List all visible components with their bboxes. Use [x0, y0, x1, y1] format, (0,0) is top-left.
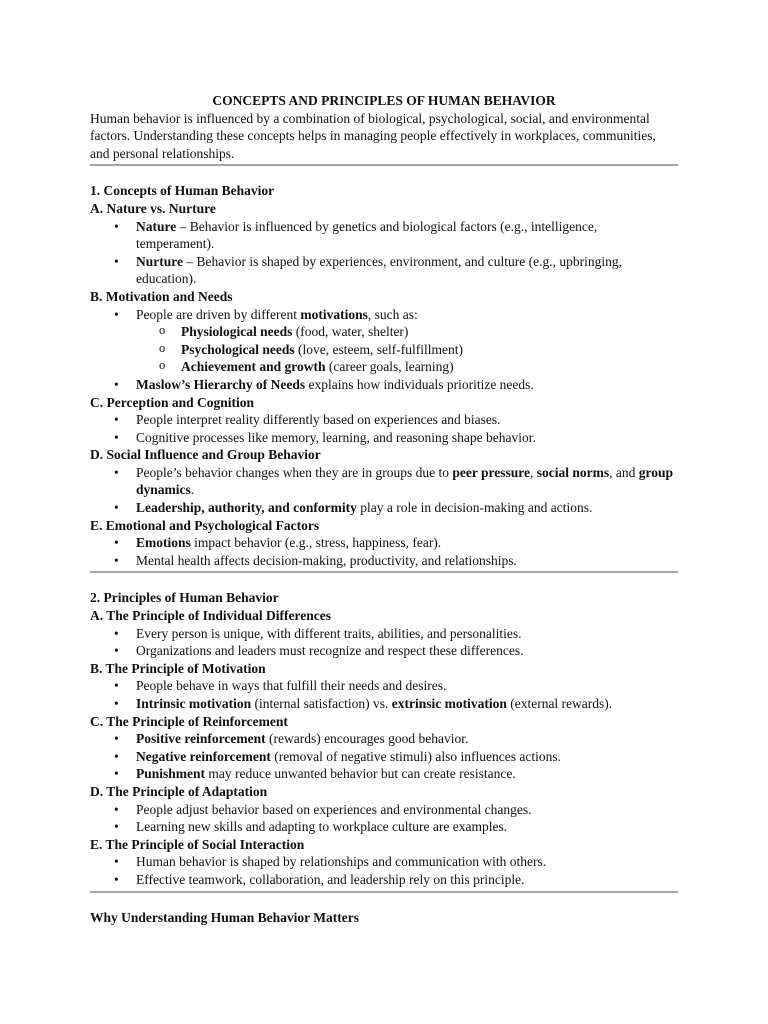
- list-item: [136, 695, 678, 713]
- list-item: [136, 534, 678, 552]
- bullet-list: [90, 677, 678, 712]
- list-item: [136, 464, 678, 499]
- list-item: [136, 253, 678, 288]
- item-text: (internal satisfaction) vs.: [251, 696, 392, 711]
- bullet-list: [90, 411, 678, 446]
- sub-list-item: [181, 341, 678, 359]
- list-item: [136, 376, 678, 394]
- bold-term: Psychological needs: [181, 341, 295, 357]
- list-item: [136, 765, 678, 783]
- sub-list: [136, 323, 678, 376]
- bold-term: Intrinsic motivation: [136, 696, 252, 711]
- intro-paragraph: Human behavior is influenced by a combination of biological, psychological, social, and environmental factors. Understanding these concepts helps in managing people effectively in workplaces, communities, and personal relationships.: [90, 110, 656, 161]
- subheading-individual-differences: A. The Principle of Individual Differences: [90, 608, 332, 624]
- item-text: – Behavior is influenced by genetics and biological factors (e.g., intelligence, temperament).: [136, 218, 598, 252]
- bullet-list: [90, 218, 678, 288]
- section-divider: [90, 891, 678, 893]
- subheading-principle-motivation: B. The Principle of Motivation: [90, 660, 266, 676]
- bullet-list: [90, 801, 678, 836]
- item-text: (removal of negative stimuli) also influences actions.: [270, 748, 561, 764]
- list-item: • Every person is unique, with different traits, abilities, and personalities.: [136, 625, 678, 643]
- subheading-motivation-needs: B. Motivation and Needs: [90, 288, 233, 304]
- item-text: People are driven by different: [136, 306, 301, 322]
- bold-term: Maslow’s Hierarchy of Needs: [136, 376, 306, 392]
- bullet-list: [90, 730, 678, 783]
- item-text: play a role in decision-making and actions.: [356, 500, 593, 516]
- item-text: (rewards) encourages good behavior.: [265, 731, 469, 747]
- subheading-emotional-factors: E. Emotional and Psychological Factors: [90, 517, 320, 533]
- list-item: [136, 218, 678, 253]
- item-text: (food, water, shelter): [292, 324, 409, 340]
- list-item: [136, 748, 678, 766]
- list-item: • People interpret reality differently based on experiences and biases.: [136, 411, 678, 429]
- bullet-list: [90, 464, 678, 517]
- subheading-social-interaction: E. The Principle of Social Interaction: [90, 836, 305, 852]
- list-item: • Effective teamwork, collaboration, and leadership rely on this principle.: [136, 871, 678, 889]
- section-heading-principles: 2. Principles of Human Behavior: [90, 590, 279, 606]
- document-page: [90, 92, 678, 926]
- bold-term: extrinsic motivation: [391, 696, 507, 711]
- item-text: (love, esteem, self-fulfillment): [294, 341, 463, 357]
- sub-list-item: [181, 323, 678, 341]
- list-item: • Organizations and leaders must recognize and respect these differences.: [136, 642, 678, 660]
- list-item: [136, 499, 678, 517]
- section-divider: [90, 571, 678, 573]
- bold-term: Negative reinforcement: [136, 748, 271, 764]
- bold-term: Nature: [136, 218, 177, 234]
- bold-term: motivations: [300, 306, 368, 322]
- bold-term: Punishment: [136, 766, 206, 782]
- bold-term: Emotions: [136, 535, 191, 551]
- bold-term: peer pressure: [452, 464, 531, 480]
- bullet-list: [90, 853, 678, 888]
- list-item: • Learning new skills and adapting to workplace culture are examples.: [136, 818, 678, 836]
- list-item: • Mental health affects decision-making, productivity, and relationships.: [136, 552, 678, 570]
- bullet-list: [90, 534, 678, 569]
- document-title: CONCEPTS AND PRINCIPLES OF HUMAN BEHAVIOR: [212, 93, 556, 108]
- section-divider: [90, 164, 678, 166]
- item-text: , such as:: [367, 306, 418, 322]
- list-item: • People adjust behavior based on experiences and environmental changes.: [136, 801, 678, 819]
- subheading-adaptation: D. The Principle of Adaptation: [90, 783, 268, 799]
- subheading-social-influence: D. Social Influence and Group Behavior: [90, 447, 321, 463]
- bold-term: Nurture: [136, 253, 183, 269]
- bold-term: social norms: [536, 464, 610, 480]
- bold-term: Positive reinforcement: [136, 731, 266, 747]
- list-item: [136, 730, 678, 748]
- item-text: impact behavior (e.g., stress, happiness, fear).: [190, 535, 442, 551]
- item-text: .: [190, 482, 195, 498]
- section-heading-concepts: 1. Concepts of Human Behavior: [90, 183, 275, 199]
- item-text: explains how individuals prioritize needs.: [305, 376, 534, 392]
- list-item: • Cognitive processes like memory, learning, and reasoning shape behavior.: [136, 429, 678, 447]
- item-text: may reduce unwanted behavior but can create resistance.: [205, 766, 516, 782]
- bold-term: group dynamics: [136, 464, 674, 498]
- list-item: [136, 306, 678, 376]
- subheading-perception-cognition: C. Perception and Cognition: [90, 394, 255, 410]
- bullet-list: [90, 625, 678, 660]
- list-item: • Human behavior is shaped by relationships and communication with others.: [136, 853, 678, 871]
- sub-list-item: [181, 358, 678, 376]
- list-item: • People behave in ways that fulfill their needs and desires.: [136, 677, 678, 695]
- item-text: ,: [530, 464, 537, 480]
- item-text: (external rewards).: [506, 696, 613, 711]
- subheading-reinforcement: C. The Principle of Reinforcement: [90, 713, 288, 729]
- item-text: – Behavior is shaped by experiences, environment, and culture (e.g., upbringing, education).: [136, 253, 623, 287]
- bold-term: Physiological needs: [181, 324, 293, 340]
- item-text: (career goals, learning): [325, 359, 454, 375]
- item-text: People’s behavior changes when they are in groups due to: [136, 464, 453, 480]
- bold-term: Achievement and growth: [181, 359, 326, 375]
- section-heading-why-matters: Why Understanding Human Behavior Matters: [90, 909, 360, 925]
- bold-term: Leadership, authority, and conformity: [136, 500, 357, 516]
- item-text: , and: [609, 464, 639, 480]
- bullet-list: [90, 306, 678, 394]
- subheading-nature-nurture: A. Nature vs. Nurture: [90, 200, 216, 216]
